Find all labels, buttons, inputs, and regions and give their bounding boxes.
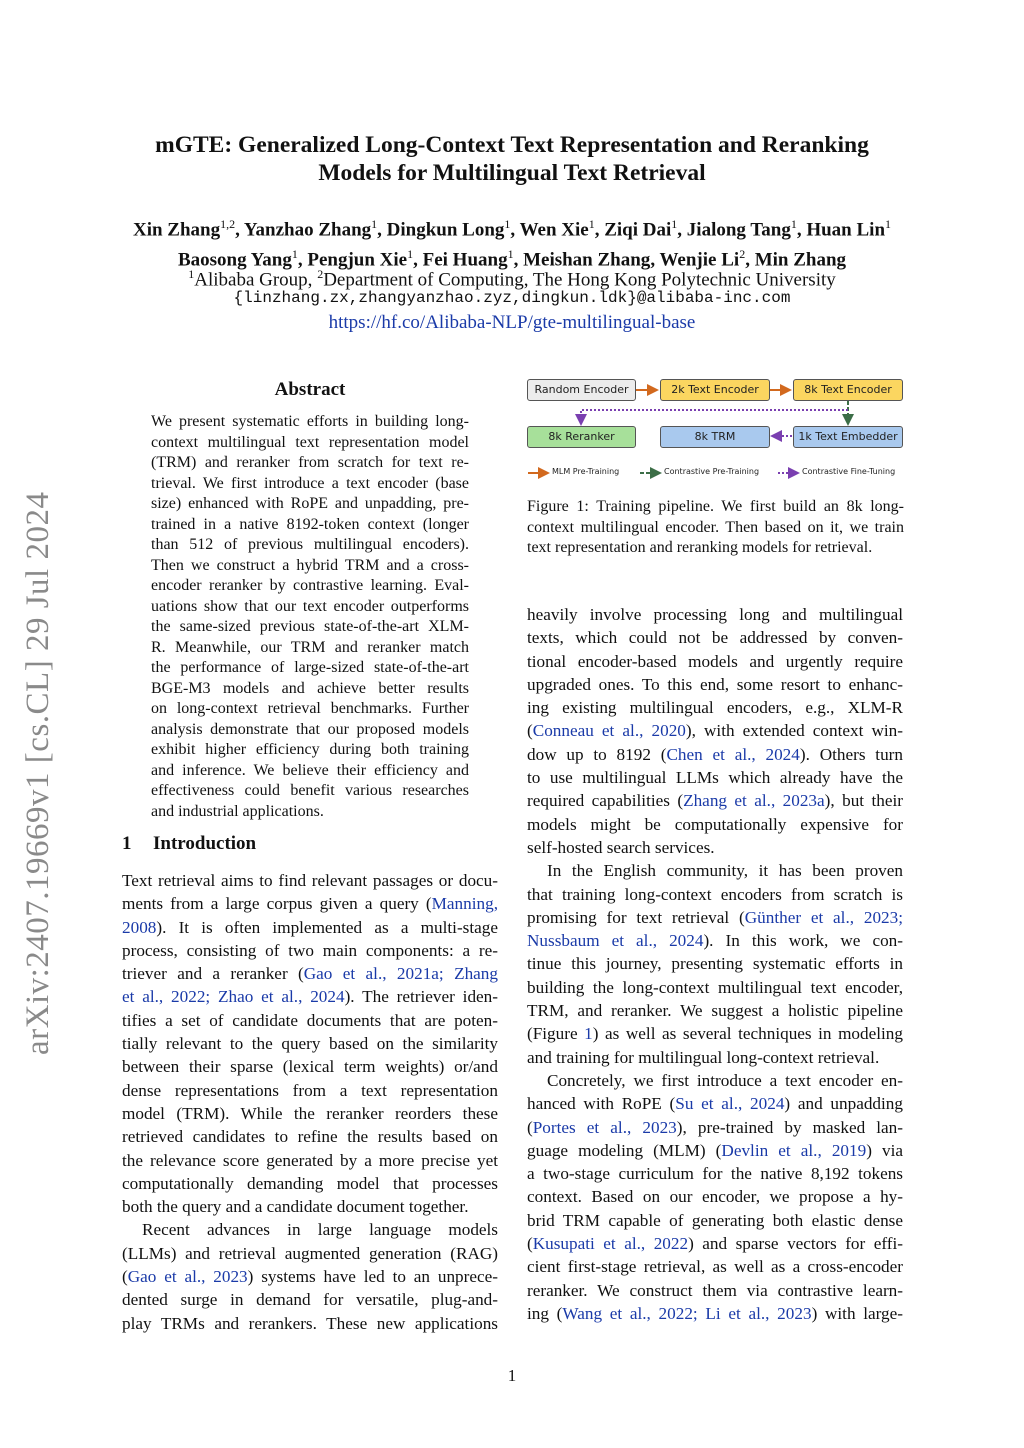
caption-line: text representation and reranking models for retrieval. <box>527 539 873 556</box>
author-name: Xin Zhang <box>132 219 221 241</box>
text-line <box>527 1185 903 1208</box>
text-line <box>527 1092 903 1115</box>
author-name: Dingkun Long <box>386 219 505 241</box>
author-name: Yanzhao Zhang <box>243 219 372 241</box>
text-line <box>527 1162 903 1185</box>
line-text: ), with extended context win- <box>685 721 903 741</box>
abstract-body <box>151 412 469 822</box>
author-separator: , <box>513 249 524 271</box>
line-text: tinue this journey, presenting systematic efforts in <box>527 954 903 974</box>
author-separator: , <box>377 219 387 241</box>
author-affil-sup: 1 <box>291 247 298 262</box>
line-text: ( <box>527 721 533 741</box>
abstract-line: and inference. We believe their efficiency and <box>151 761 469 779</box>
legend-mlm: MLM Pre-Training <box>552 467 620 476</box>
line-text: Concretely, we first introduce a text encoder en- <box>547 1070 903 1090</box>
line-text: ), but their <box>824 791 903 811</box>
author-line-1 <box>60 212 964 242</box>
text-line <box>527 766 903 789</box>
text-line <box>527 696 903 719</box>
line-text: texts, which could not be addressed by conven- <box>527 628 903 648</box>
citation-link[interactable]: Nussbaum et al., 2024 <box>527 931 704 951</box>
author-name: Wenjie Li <box>659 249 740 271</box>
text-line <box>122 985 498 1008</box>
author-separator: , <box>650 249 660 271</box>
line-text: computationally demanding model that processes <box>122 1173 498 1193</box>
text-line <box>527 976 903 999</box>
citation-link[interactable]: Wang et al., 2022; Li et al., 2023 <box>562 1303 812 1323</box>
abstract-line: encoder reranker by contrastive learning. Eval- <box>151 577 469 594</box>
line-text: (Figure <box>527 1024 585 1044</box>
text-line <box>527 1046 903 1069</box>
title-line-2: Models for Multilingual Text Retrieval <box>318 160 706 186</box>
citation-link[interactable]: Devlin et al., 2019 <box>721 1140 867 1160</box>
abstract-line: context multilingual text representation model <box>151 433 469 451</box>
text-line <box>122 939 498 962</box>
text-line <box>122 1172 498 1195</box>
text-line <box>122 1265 498 1288</box>
line-text: Text retrieval aims to find relevant passages or docu- <box>122 871 498 890</box>
author-name: Jialong Tang <box>686 219 791 241</box>
line-text: upgraded ones. To this end, some resort to enhanc- <box>527 674 903 694</box>
line-text: between their sparse (lexical term weights) or/and <box>122 1057 498 1077</box>
author-separator: , <box>297 249 308 271</box>
text-line <box>122 1242 498 1265</box>
line-text: model (TRM). While the reranker reorders these <box>122 1103 498 1123</box>
abstract-line: exhibit higher efficiency during both training <box>151 741 469 758</box>
line-text: tifies a set of candidate documents that are poten- <box>122 1010 498 1030</box>
abstract-line: (TRM) and reranker from scratch for text re- <box>151 454 469 471</box>
line-text: context. Based on our encoder, we propose a hy- <box>527 1187 903 1207</box>
text-line <box>527 719 903 742</box>
abstract-line: and industrial applications. <box>151 802 324 820</box>
abstract-heading: Abstract <box>274 379 346 400</box>
legend-contrastive-fine: Contrastive Fine-Tuning <box>802 467 896 476</box>
citation-link[interactable]: Gao et al., 2023 <box>127 1267 248 1287</box>
abstract-line: trained in a native 8192-token context (longer <box>151 515 469 533</box>
text-line <box>527 1279 903 1302</box>
citation-link[interactable]: Gao et al., 2021a; Zhang <box>303 964 498 984</box>
abstract-line: Then we construct a hybrid TRM and a cross- <box>151 556 469 574</box>
text-line <box>527 836 903 859</box>
author-separator: , <box>413 249 423 271</box>
line-text: ing existing multilingual encoders, e.g., XLM-R <box>527 698 903 718</box>
author-separator: , <box>235 219 244 241</box>
8k-trm-box: 8k TRM <box>660 426 770 448</box>
line-text: ). The retriever iden- <box>344 987 498 1007</box>
author-affil-sup: 1 <box>671 217 678 231</box>
line-text: self-hosted search services. <box>527 837 715 857</box>
text-line <box>527 883 903 906</box>
abstract-line: trieval. We first introduce a text encoder (base <box>151 474 469 492</box>
line-text: process, consisting of two main components: a re- <box>122 940 498 960</box>
line-text: ). It is often implemented as a multi-stage <box>156 917 498 937</box>
author-separator: , <box>745 249 755 271</box>
abstract-line: We present systematic efforts in building long- <box>151 413 469 430</box>
text-line <box>527 1302 903 1325</box>
line-text: hanced with RoPE ( <box>527 1094 676 1114</box>
author-affil-sup: 1 <box>371 217 378 231</box>
text-line <box>122 1125 498 1148</box>
line-text: Recent advances in large language models <box>142 1220 498 1240</box>
author-name: Baosong Yang <box>177 249 292 271</box>
author-name: Pengjun Xie <box>307 249 408 271</box>
affil-sup-1: 1 <box>188 267 195 281</box>
section-heading <box>122 833 256 855</box>
right-column-text <box>527 603 903 1325</box>
text-line <box>122 1149 498 1172</box>
text-line <box>527 813 903 836</box>
figure-caption <box>527 497 904 559</box>
abstract-line: uations show that our text encoder outperforms <box>151 597 469 615</box>
affil-org-1: Alibaba Group, <box>194 269 318 291</box>
line-text: ). In this work, we con- <box>703 931 903 951</box>
author-name: Wen Xie <box>519 219 589 241</box>
line-text: dow up to 8192 ( <box>527 744 667 764</box>
caption-line: Figure 1: Training pipeline. We first build an 8k long- <box>527 498 904 515</box>
text-line <box>122 916 498 939</box>
title-line-1: mGTE: Generalized Long-Context Text Representation and Reranking <box>155 132 869 158</box>
model-url-link[interactable]: https://hf.co/Alibaba-NLP/gte-multilingual-base <box>328 312 696 333</box>
line-text: In the English community, it has been proven <box>547 861 903 881</box>
paper-title <box>100 131 924 187</box>
line-text: to use multilingual LLMs which already have the <box>527 768 903 788</box>
author-separator: , <box>677 219 687 241</box>
line-text: ), pre-trained by masked lan- <box>676 1117 903 1137</box>
abstract-line: R. Meanwhile, our TRM and reranker match <box>151 638 469 656</box>
text-line <box>527 673 903 696</box>
text-line <box>527 1022 903 1045</box>
text-line <box>122 962 498 985</box>
author-affil-sup: 1,2 <box>220 217 236 231</box>
training-pipeline-figure <box>526 374 904 484</box>
citation-link[interactable]: 2008 <box>122 917 157 937</box>
abstract-line: than 512 of previous multilingual encoders). <box>151 536 469 553</box>
line-text: ) via <box>866 1140 903 1160</box>
author-separator: , <box>510 219 520 241</box>
text-line <box>527 906 903 929</box>
text-line <box>527 789 903 812</box>
affil-org-2: Department of Computing, The Hong Kong Polytechnic University <box>323 269 836 291</box>
author-affil-sup: 1 <box>885 217 892 231</box>
line-text: and training for multilingual long-context retrieval. <box>527 1047 880 1067</box>
citation-link[interactable]: Chen et al., 2024 <box>666 744 800 764</box>
text-line <box>527 952 903 975</box>
line-text: reranker. We construct them via contrastive learn- <box>527 1280 903 1300</box>
section-title: Introduction <box>153 833 257 854</box>
line-text: that training long-context encoders from scratch is <box>527 884 903 904</box>
line-text: ) and sparse vectors for effi- <box>688 1234 903 1254</box>
line-text: models might be computationally expensive for <box>527 814 903 834</box>
text-line <box>527 999 903 1022</box>
line-text: promising for text retrieval ( <box>527 907 745 927</box>
text-line <box>122 892 498 915</box>
line-text: ) and unpadding <box>784 1094 903 1114</box>
text-line <box>527 1116 903 1139</box>
author-separator: , <box>796 219 807 241</box>
caption-line: context multilingual encoder. Then based on it, we train <box>527 518 904 536</box>
line-text: ) as well as several techniques in modeling <box>592 1024 903 1044</box>
line-text: the relevance score generated by a more precise yet <box>122 1150 498 1170</box>
line-text: dense representations from a text representation <box>122 1080 498 1100</box>
line-text: (LLMs) and retrieval augmented generation (RAG) <box>122 1243 498 1263</box>
line-text: guage modeling (MLM) ( <box>527 1140 722 1160</box>
left-column-text <box>122 869 498 1335</box>
text-line <box>122 1009 498 1032</box>
author-affil-sup: 1 <box>504 217 511 231</box>
legend-contrastive-pre: Contrastive Pre-Training <box>664 467 760 476</box>
text-line <box>122 1218 498 1241</box>
text-line <box>527 1232 903 1255</box>
text-line <box>122 1055 498 1078</box>
author-name: Fei Huang <box>422 249 508 271</box>
text-line <box>527 650 903 673</box>
line-text: TRM, and reranker. We suggest a holistic pipeline <box>527 1001 903 1021</box>
text-line <box>527 603 903 626</box>
citation-link[interactable]: Zhang et al., 2023a <box>683 791 825 811</box>
author-affil-sup: 1 <box>588 217 595 231</box>
author-name: Huan Lin <box>806 219 886 241</box>
text-line <box>122 1032 498 1055</box>
2k-text-encoder-box: 2k Text Encoder <box>660 379 770 401</box>
text-line <box>122 1312 498 1335</box>
line-text: a two-stage curriculum for the native 8,192 tokens <box>527 1164 903 1184</box>
text-line <box>527 626 903 649</box>
citation-link[interactable]: Portes et al., 2023 <box>532 1117 677 1137</box>
text-line <box>527 743 903 766</box>
author-name: Meishan Zhang <box>523 249 651 271</box>
8k-text-encoder-box: 8k Text Encoder <box>793 379 903 401</box>
citation-link[interactable]: Su et al., 2024 <box>675 1094 785 1114</box>
1k-text-embedder-box: 1k Text Embedder <box>793 426 903 448</box>
abstract-line: the same-sized previous state-of-the-art XLM- <box>151 618 469 635</box>
citation-link[interactable]: et al., 2022; Zhao et al., 2024 <box>122 987 345 1007</box>
abstract-line: the performance of large-sized state-of-the-art <box>151 659 469 676</box>
author-name: Min Zhang <box>754 249 847 271</box>
line-text: ( <box>122 1267 128 1287</box>
citation-link[interactable]: Manning, <box>431 894 498 914</box>
arrow-8k-to-reranker <box>581 410 848 424</box>
line-text: building the long-context multilingual text encoder, <box>527 977 903 997</box>
text-line <box>122 1195 498 1218</box>
abstract-line: analysis demonstrate that our proposed models <box>151 720 469 738</box>
8k-reranker-box: 8k Reranker <box>527 426 636 448</box>
affil-sup-2: 2 <box>317 267 324 281</box>
text-line <box>122 1102 498 1125</box>
author-affil-sup: 2 <box>739 247 746 262</box>
text-line <box>527 1069 903 1092</box>
author-affil-sup: 1 <box>507 247 514 262</box>
abstract-line: BGE-M3 models and achieve better results <box>151 679 469 697</box>
line-text: ( <box>527 1117 533 1137</box>
citation-link[interactable]: 1 <box>584 1024 593 1044</box>
line-text: ) with large- <box>811 1303 904 1323</box>
abstract-line: on long-context retrieval benchmarks. Further <box>151 700 469 717</box>
text-line <box>527 1209 903 1232</box>
text-line <box>122 1079 498 1102</box>
line-text: required capabilities ( <box>527 791 684 811</box>
citation-link[interactable]: Kusupati et al., 2022 <box>532 1234 689 1254</box>
line-text: both the query and a candidate document together. <box>122 1197 469 1217</box>
text-line <box>527 1139 903 1162</box>
line-text: ments from a large corpus given a query ( <box>122 894 432 914</box>
line-text: heavily involve processing long and multilingual <box>527 605 903 624</box>
text-line <box>122 869 498 892</box>
line-text: retrieved candidates to refine the results based on <box>122 1127 498 1147</box>
author-separator: , <box>594 219 605 241</box>
line-text: dented surge in demand for versatile, plug-and- <box>122 1290 498 1310</box>
page-number: 1 <box>507 1366 517 1385</box>
line-text: play TRMs and rerankers. These new applications <box>122 1313 498 1333</box>
abstract-line: effectiveness could benefit various researches <box>151 782 469 799</box>
section-number: 1 <box>122 833 132 854</box>
random-encoder-box: Random Encoder <box>527 379 636 401</box>
line-text: cient first-stage retrieval, as well as a cross-encoder <box>527 1257 903 1277</box>
line-text: ing ( <box>527 1303 563 1323</box>
line-text: ( <box>527 1234 533 1254</box>
text-line <box>527 1255 903 1278</box>
citation-link[interactable]: Günther et al., 2023; <box>744 907 904 927</box>
text-line <box>122 1288 498 1311</box>
line-text: brid TRM capable of generating both elastic dense <box>527 1210 903 1230</box>
author-name: Ziqi Dai <box>604 219 672 241</box>
line-text: tional encoder-based models and urgently require <box>527 651 903 671</box>
line-text: tially relevant to the query based on the similarity <box>122 1034 498 1054</box>
line-text: ). Others turn <box>799 744 903 764</box>
abstract-line: size) enhanced with RoPE and unpadding, pre- <box>151 495 469 512</box>
line-text: triever and a reranker ( <box>122 964 304 984</box>
citation-link[interactable]: Conneau et al., 2020 <box>532 721 686 741</box>
line-text: ) systems have led to an unprece- <box>247 1267 498 1287</box>
text-line <box>527 929 903 952</box>
author-affil-sup: 1 <box>790 217 797 231</box>
text-line <box>527 859 903 882</box>
contact-email: {linzhang.zx,zhangyanzhao.zyz,dingkun.ldk}@alibaba-inc.com <box>233 289 791 307</box>
arxiv-stamp: arXiv:2407.19669v1 [cs.CL] 29 Jul 2024 <box>20 491 56 1055</box>
author-affil-sup: 1 <box>407 247 414 262</box>
